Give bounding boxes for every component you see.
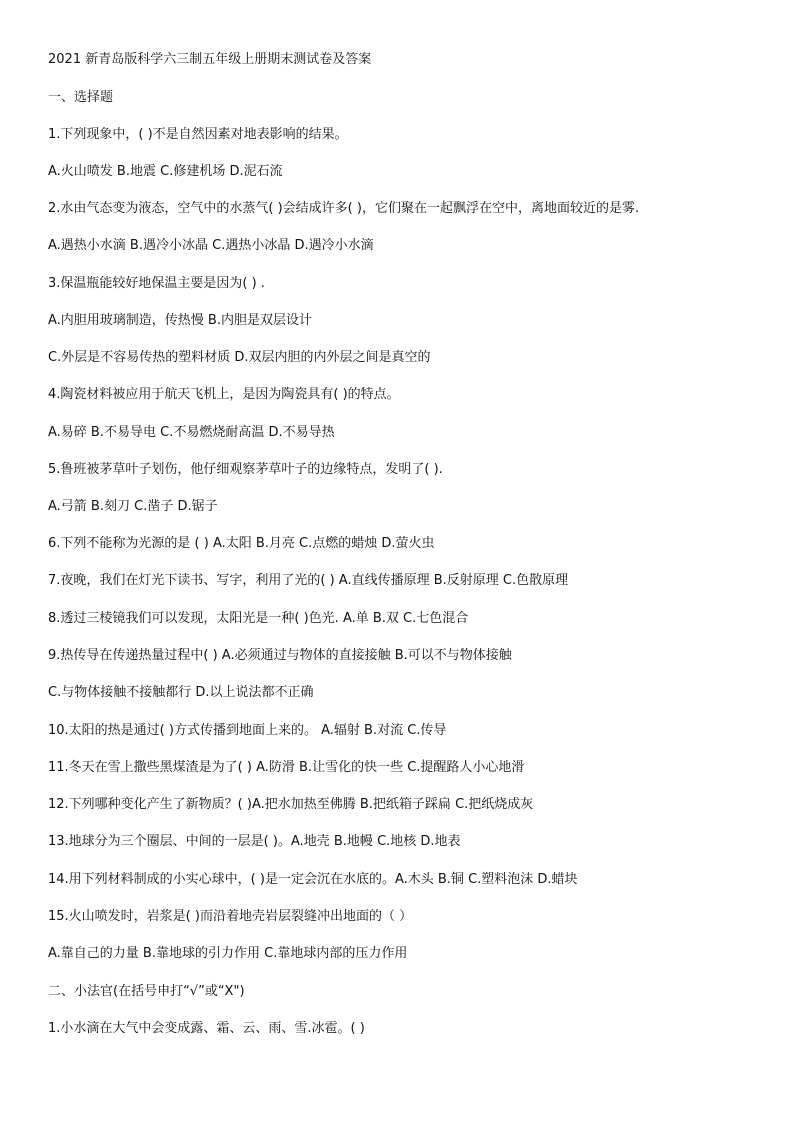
option-line: A.遇热小水滴 B.遇冷小冰晶 C.遇热小冰晶 D.遇冷小水滴: [48, 238, 374, 253]
question-line: 12.下列哪种变化产生了新物质？( )A.把水加热至佛腾 B.把纸箱子踩扁 C.把纸烧成灰: [48, 797, 534, 812]
document-title: 2021 新青岛版科学六三制五年级上册期末测试卷及答案: [48, 52, 372, 67]
option-line: A.靠自己的力量 B.靠地球的引力作用 C.靠地球内部的压力作用: [48, 946, 408, 961]
option-line: C.与物体接触不接触都行 D.以上说法都不正确: [48, 685, 314, 700]
question-line: 1.小水滴在大气中会变成露、霜、云、雨、雪.冰雹。( ): [48, 1021, 365, 1036]
question-line: 15.火山喷发时，岩浆是( )而沿着地壳岩层裂缝冲出地面的（ ）: [48, 909, 413, 924]
question-line: 11.冬天在雪上撒些黑煤渣是为了( ) A.防滑 B.让雪化的快一些 C.提醒路人小心地滑: [48, 760, 525, 775]
option-line: A.火山喷发 B.地震 C.修建机场 D.泥石流: [48, 164, 283, 179]
question-line: 3.保温瓶能较好地保温主要是因为( ) .: [48, 276, 265, 291]
question-line: 13.地球分为三个圈层、中间的一层是( )。A.地壳 B.地幔 C.地核 D.地表: [48, 834, 461, 849]
section-heading-judge: 二、小法官(在括号申打“√”或“X"): [48, 984, 245, 999]
question-line: 8.透过三棱镜我们可以发现，太阳光是一种( )色光. A.单 B.双 C.七色混合: [48, 611, 469, 626]
question-line: 14.用下列材料制成的小实心球中，( )是一定会沉在水底的。A.木头 B.铜 C.塑料泡沫 D.蜡块: [48, 872, 578, 887]
question-line: 4.陶瓷材料被应用于航天飞机上，是因为陶瓷具有( )的特点。: [48, 387, 400, 402]
option-line: A.弓箭 B.刻刀 C.凿子 D.锯子: [48, 499, 218, 514]
option-line: A.易碎 B.不易导电 C.不易燃烧耐高温 D.不易导热: [48, 425, 335, 440]
option-line: C.外层是不容易传热的塑料材质 D.双层内胆的内外层之间是真空的: [48, 350, 431, 365]
question-line: 9.热传导在传递热量过程中( ) A.必须通过与物体的直接接触 B.可以不与物体接触: [48, 648, 512, 663]
question-line: 10.太阳的热是通过( )方式传播到地面上来的。 A.辐射 B.对流 C.传导: [48, 723, 447, 738]
option-line: A.内胆用玻璃制造，传热慢 B.内胆是双层设计: [48, 313, 312, 328]
section-heading-choice: 一、选择题: [48, 90, 114, 105]
question-line: 2.水由气态变为液态，空气中的水蒸气( )会结成许多( )，它们聚在一起飘浮在空中，离地面较近的是雾.: [48, 201, 640, 216]
question-line: 5.鲁班被茅草叶子划伤，他仔细观察茅草叶子的边缘特点，发明了( ).: [48, 462, 443, 477]
question-line: 1.下列现象中，( )不是自然因素对地表影响的结果。: [48, 127, 348, 142]
question-line: 7.夜晚，我们在灯光下读书、写字，利用了光的( ) A.直线传播原理 B.反射原理 C.色散原理: [48, 573, 569, 588]
question-line: 6.下列不能称为光源的是 ( ) A.太阳 B.月亮 C.点燃的蜡烛 D.萤火虫: [48, 536, 435, 551]
